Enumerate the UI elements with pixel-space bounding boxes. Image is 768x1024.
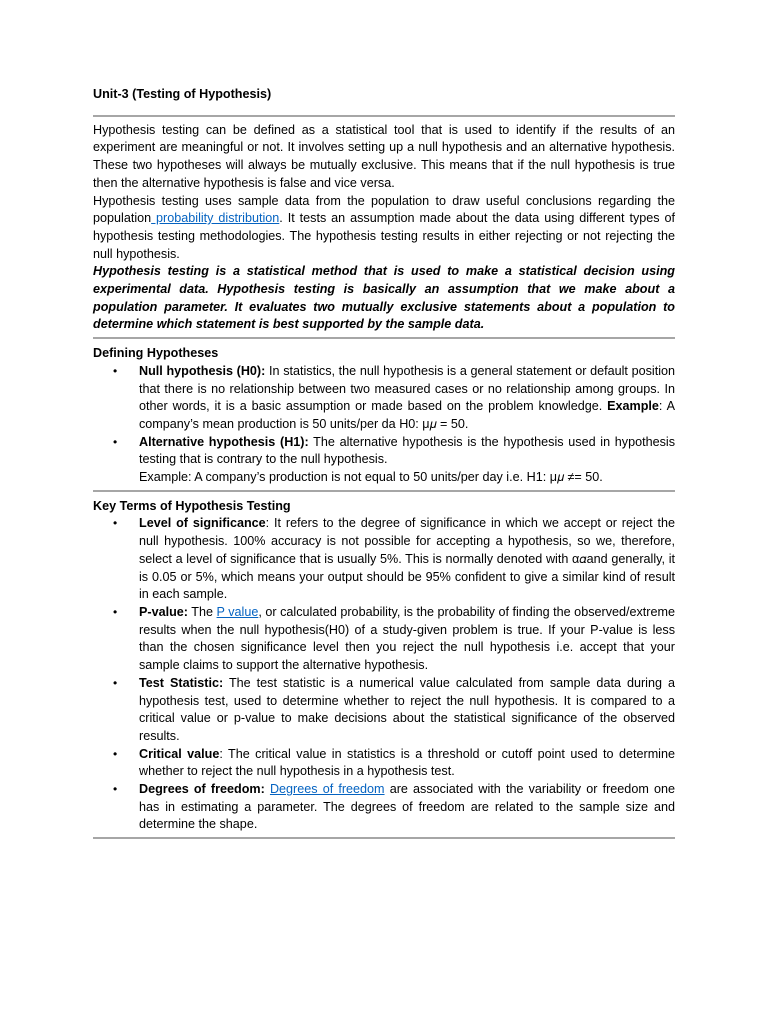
bullet-icon: • [113, 434, 118, 449]
intro-paragraph-1: Hypothesis testing can be defined as a statistical tool that is used to identify if the results of an experiment are meaningful or not. It involves setting up a null hypothesis and an alternative hypothesis. These two hypotheses will always be mutually exclusive. This means that if the null hypothesis is true then the alternative hypothesis is false and vice versa. [93, 122, 675, 190]
example-label: Example [607, 399, 659, 414]
defining-hypotheses-section [93, 339, 675, 490]
intro-paragraph-2-text: Hypothesis testing uses sample data from the population to draw useful conclusions regarding the population [93, 193, 675, 226]
bullet-icon: • [113, 746, 118, 761]
divider [93, 837, 675, 839]
term: Test Statistic: [139, 675, 224, 690]
term: P-value: [139, 604, 188, 619]
bullet-icon: • [113, 516, 118, 531]
term: Critical value [139, 746, 220, 761]
document-page [93, 86, 675, 839]
key-terms-list [93, 515, 675, 834]
example-text: Example: A company’s production is not equal to 50 units/per day i.e. H1: μ𝜇 ≠= 50. [139, 470, 603, 485]
list-item-null-hypothesis [93, 363, 675, 434]
list-item-critical-value [93, 746, 675, 781]
definition-text: The alternative hypothesis is the hypothesis used in hypothesis testing that is contrary to the null hypothesis. [139, 434, 676, 467]
intro-definition: Hypothesis testing is a statistical method that is used to make a statistical decision using experimental data. Hypothesis testing is basically an assumption that we make about a population parameter. It evaluates two mutually exclusive statements about a population to determine which statement is best supported by the sample data. [93, 264, 675, 332]
term: Alternative hypothesis (H1): [139, 434, 309, 449]
bullet-icon: • [113, 782, 118, 797]
definition-prefix: The [188, 604, 217, 619]
list-item-alternative-hypothesis [93, 434, 675, 487]
definition-text: , or calculated probability, is the probability of finding the observed/extreme results when the null hypothesis(H0) of a study-given problem is true. If your P-value is less than the chosen significance level then you reject the null hypothesis i.e. accept that your sample claims to support the alternative hypothesis. [139, 604, 675, 673]
example-text: : A company’s mean production is 50 units/per da H0: μ𝜇 = 50. [139, 399, 676, 431]
list-item-test-statistic [93, 675, 675, 746]
list-item-level-of-significance [93, 515, 675, 604]
hypotheses-list [93, 363, 675, 487]
section-heading: Key Terms of Hypothesis Testing [93, 498, 291, 513]
bullet-icon: • [113, 363, 118, 378]
intro-section [93, 117, 675, 337]
bullet-icon: • [113, 675, 118, 690]
list-item-degrees-of-freedom [93, 781, 675, 834]
term: Level of significance [139, 516, 266, 531]
section-heading: Defining Hypotheses [93, 346, 219, 361]
definition-text: The test statistic is a numerical value calculated from sample data during a hypothesis test, used to determine whether to reject the null hypothesis. It is compared to a critical value or p-value to make decisions about the statistical significance of the observed results. [139, 675, 675, 743]
intro-paragraph-2-rest: . It tests an assumption made about the data using different types of hypothesis testing methodologies. The hypothesis testing results in either rejecting or not rejecting the null hypothesis. [93, 211, 675, 261]
term: Degrees of freedom: [139, 782, 265, 797]
degrees-of-freedom-link[interactable]: Degrees of freedom [269, 782, 385, 797]
bullet-icon: • [113, 604, 118, 619]
key-terms-section [93, 492, 675, 837]
document-title: Unit-3 (Testing of Hypothesis) [93, 87, 272, 101]
definition-text: : The critical value in statistics is a threshold or cutoff point used to determine whether to reject the null hypothesis in a hypothesis test. [139, 746, 675, 779]
definition-text: In statistics, the null hypothesis is a general statement or default position that there is no relationship between two measured cases or no relationship among groups. In other words, it is a basic assumption or made based on the problem knowledge. [139, 363, 675, 414]
list-item-p-value [93, 604, 675, 675]
term: Null hypothesis (H0): [139, 363, 266, 378]
probability-distribution-link[interactable]: probability distribution [151, 211, 280, 226]
definition-text: : It refers to the degree of significance in which we accept or reject the null hypothesis. 100% accuracy is not possible for accepting a hypothesis, so we, therefore, select a level of significance that is usually 5%. This is normally denoted with α𝛼and generally, it is 0.05 or 5%, which means your output should be 95% confident to give a similar kind of result in each sample. [139, 516, 675, 602]
definition-text: are associated with the variability or freedom one has in estimating a parameter. The degrees of freedom are related to the sample size and determine the shape. [139, 782, 675, 832]
intro-paragraph-2 [93, 193, 675, 264]
p-value-link[interactable]: P value [216, 604, 259, 619]
